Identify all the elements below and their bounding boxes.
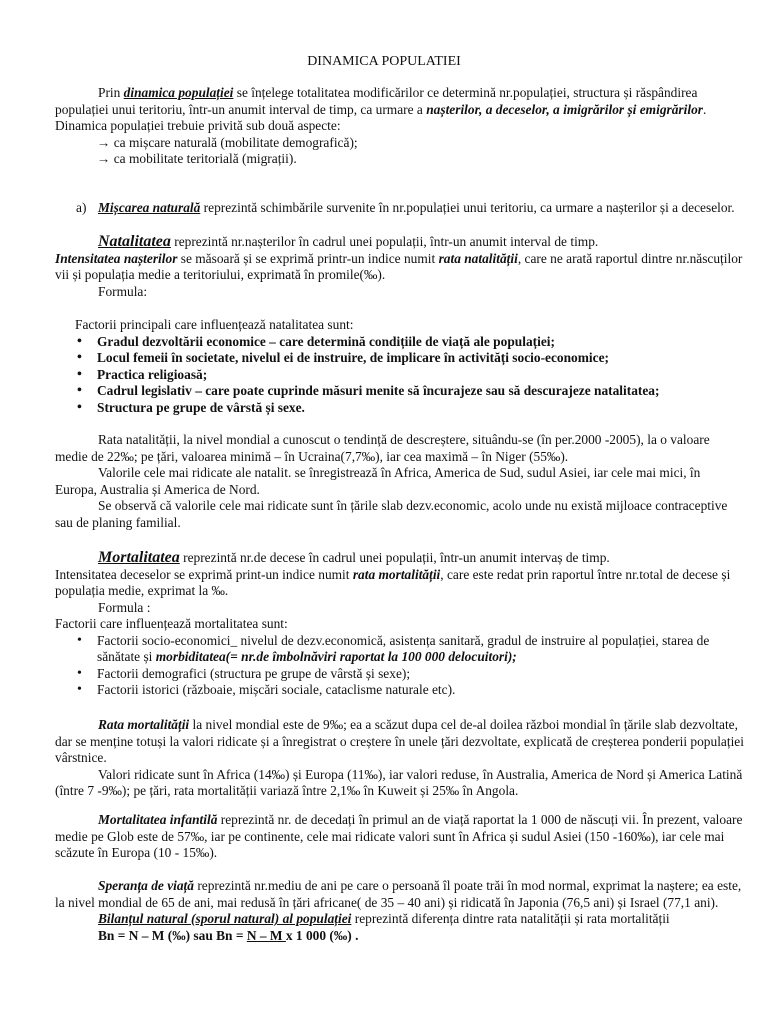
- mortalitate-paragraphs: [55, 717, 745, 800]
- aspect-item: → ca mobilitate teritorială (migrații).: [97, 151, 297, 166]
- natalitate-section: [55, 234, 745, 300]
- section-label: a): [76, 200, 87, 215]
- natalitatea-term: Natalitatea: [98, 233, 171, 250]
- factors-title: Factorii principali care influențează natalitatea sunt:: [75, 317, 354, 332]
- miscarea-naturala-term: Mișcarea naturală: [98, 200, 201, 215]
- natalitate-values-paragraph: Valorile cele mai ridicate ale natalit. se înregistrează în Africa, America de Sud, sudul Asiei, iar cele mai mici, în Europa, Australia și America de Nord.: [55, 465, 701, 497]
- formula-label: Formula :: [98, 599, 151, 615]
- natalitate-intensity: Intensitatea nașterilor se măsoară și se exprimă printr-un indice numit rata natalității, care ne arată raportul dintre nr.născuților vii și populația medie a teritoriului, exprimată în promile(‰).: [55, 250, 743, 282]
- list-item: • Factorii istorici (războaie, mișcări sociale, cataclisme naturale etc).: [55, 682, 745, 699]
- natalitate-observation-paragraph: Se observă că valorile cele mai ridicate sunt în țările slab dezv.economic, acolo unde nu există mijloace contraceptive sau de planing familial.: [55, 498, 728, 530]
- aspect-item: → ca mișcare naturală (mobilitate demografică);: [97, 134, 358, 150]
- natalitate-paragraphs: [55, 432, 745, 531]
- section-a: [78, 200, 758, 217]
- speranta-paragraph: Speranța de viață reprezintă nr.mediu de ani pe care o persoană îl poate trăi în mod normal, exprimat la naștere; ea este, la nivel mondial de 65 de ani, mai redusă în țări africane( de 35 – 40 ani) și ridicată în Japonia (76,5 ani) și Israel (77,1 ani).: [55, 878, 742, 910]
- speranta-section: [55, 878, 745, 944]
- events-term: nașterilor, a deceselor, a imigrărilor și emigrărilor: [426, 101, 703, 117]
- mortalitate-values-paragraph: Valori ridicate sunt în Africa (14‰) și Europa (11‰), iar valori reduse, în Australia, America de Nord și America Latină (între 7 -9‰); pe țări, rata mortalității variază între 2,1‰ în Kuweit și 25‰ în Angola.: [55, 766, 743, 798]
- list-item: • Factorii socio-economici_ nivelul de dezv.economică, asistența sanitară, gradul de instruire al populației, starea de sănătate și morbiditatea(= nr.de îmbolnăviri raportat la 100 000 delocuitori);: [55, 633, 745, 666]
- intro-paragraph: Prin dinamica populației se înțelege totalitatea modificărilor ce determină nr.populației, structura și răspândirea populației unui teritoriu, într-un anumit interval de timp, ca urmare a nașterilor, a deceselor, a imigrărilor și emigrărilor.: [55, 85, 707, 117]
- factors-list: [55, 334, 745, 417]
- list-item: • Structura pe grupe de vârstă și sexe.: [55, 400, 745, 417]
- formula-label: Formula:: [98, 283, 148, 299]
- mortalitate-intensity: Intensitatea deceselor se exprimă print-un indice numit rata mortalității, care este redat prin raportul între nr.total de decese și populația medie, exprimat la ‰.: [55, 566, 731, 598]
- list-item: • Practica religioasă;: [55, 367, 745, 384]
- mortalitate-definition: Mortalitatea reprezintă nr.de decese în cadrul unei populații, într-un anumit intervaș de timp.: [98, 549, 610, 566]
- natalitate-rate-paragraph: Rata natalității, la nivel mondial a cunoscut o tendință de descreștere, situându-se (în per.2000 -2005), la o valoare medie de 22‰; pe țări, valoarea minimă – în Ucraina(7,7‰), iar cea maximă – în Niger (55‰).: [55, 432, 710, 464]
- mortalitate-section: [55, 550, 745, 699]
- list-item: • Cadrul legislativ – care poate cuprinde măsuri menite să încurajeze sau să descurajeze natalitatea;: [55, 383, 745, 400]
- mortalitate-rate-paragraph: Rata mortalității la nivel mondial este de 9‰; ea a scăzut dupa cel de-al doilea război mondial în țările slab dezvoltate, dar se menține totuși la valori ridicate și a înregistrat o creștere în unele țări dezvoltate, explicată de creșterea ponderii populației vârstnice.: [55, 717, 744, 765]
- list-item: • Locul femeii în societate, nivelul ei de instruire, de implicare în activități socio-economice;: [55, 350, 745, 367]
- mortalitate-infantila: [55, 812, 745, 862]
- intro-section: [55, 85, 745, 168]
- list-item: • Gradul dezvoltării economice – care determină condițiile de viață ale populației;: [55, 334, 745, 351]
- natalitate-definition: Natalitatea reprezintă nr.nașterilor în cadrul unei populații, într-un anumit interval de timp.: [98, 233, 599, 250]
- list-item: • Factorii demografici (structura pe grupe de vârstă și sexe);: [55, 666, 745, 683]
- factors-list: [55, 633, 745, 699]
- bilant-formula: Bn = N – M (‰) sau Bn = N – M x 1 000 (‰) .: [98, 927, 359, 943]
- page-title: DINAMICA POPULATIEI: [307, 54, 461, 69]
- aspects-intro: Dinamica populației trebuie privită sub două aspecte:: [55, 118, 341, 133]
- section-a-text: Mișcarea naturală reprezintă schimbările survenite în nr.populației unui teritoriu, ca urmare a nașterilor și a deceselor.: [98, 200, 735, 215]
- mortalitatea-term: Mortalitatea: [98, 549, 180, 566]
- factors-title: Factorii care influențează mortalitatea sunt:: [55, 616, 288, 631]
- bilant-paragraph: Bilanțul natural (sporul natural) al populației reprezintă diferența dintre rata natalității și rata mortalității: [98, 911, 670, 926]
- natalitate-factors: [55, 317, 745, 416]
- dinamica-term: dinamica populației: [123, 85, 234, 100]
- mortalitate-infantila-paragraph: Mortalitatea infantilă reprezintă nr. de decedați în primul an de viață raportat la 1 000 de născuți vii. În prezent, valoare medie pe Glob este de 57‰, iar pe continente, cele mai ridicate valori sunt în Africa și sudul Asiei (150 -160‰), iar cele mai scăzute în Europa (10 - 15‰).: [55, 812, 743, 860]
